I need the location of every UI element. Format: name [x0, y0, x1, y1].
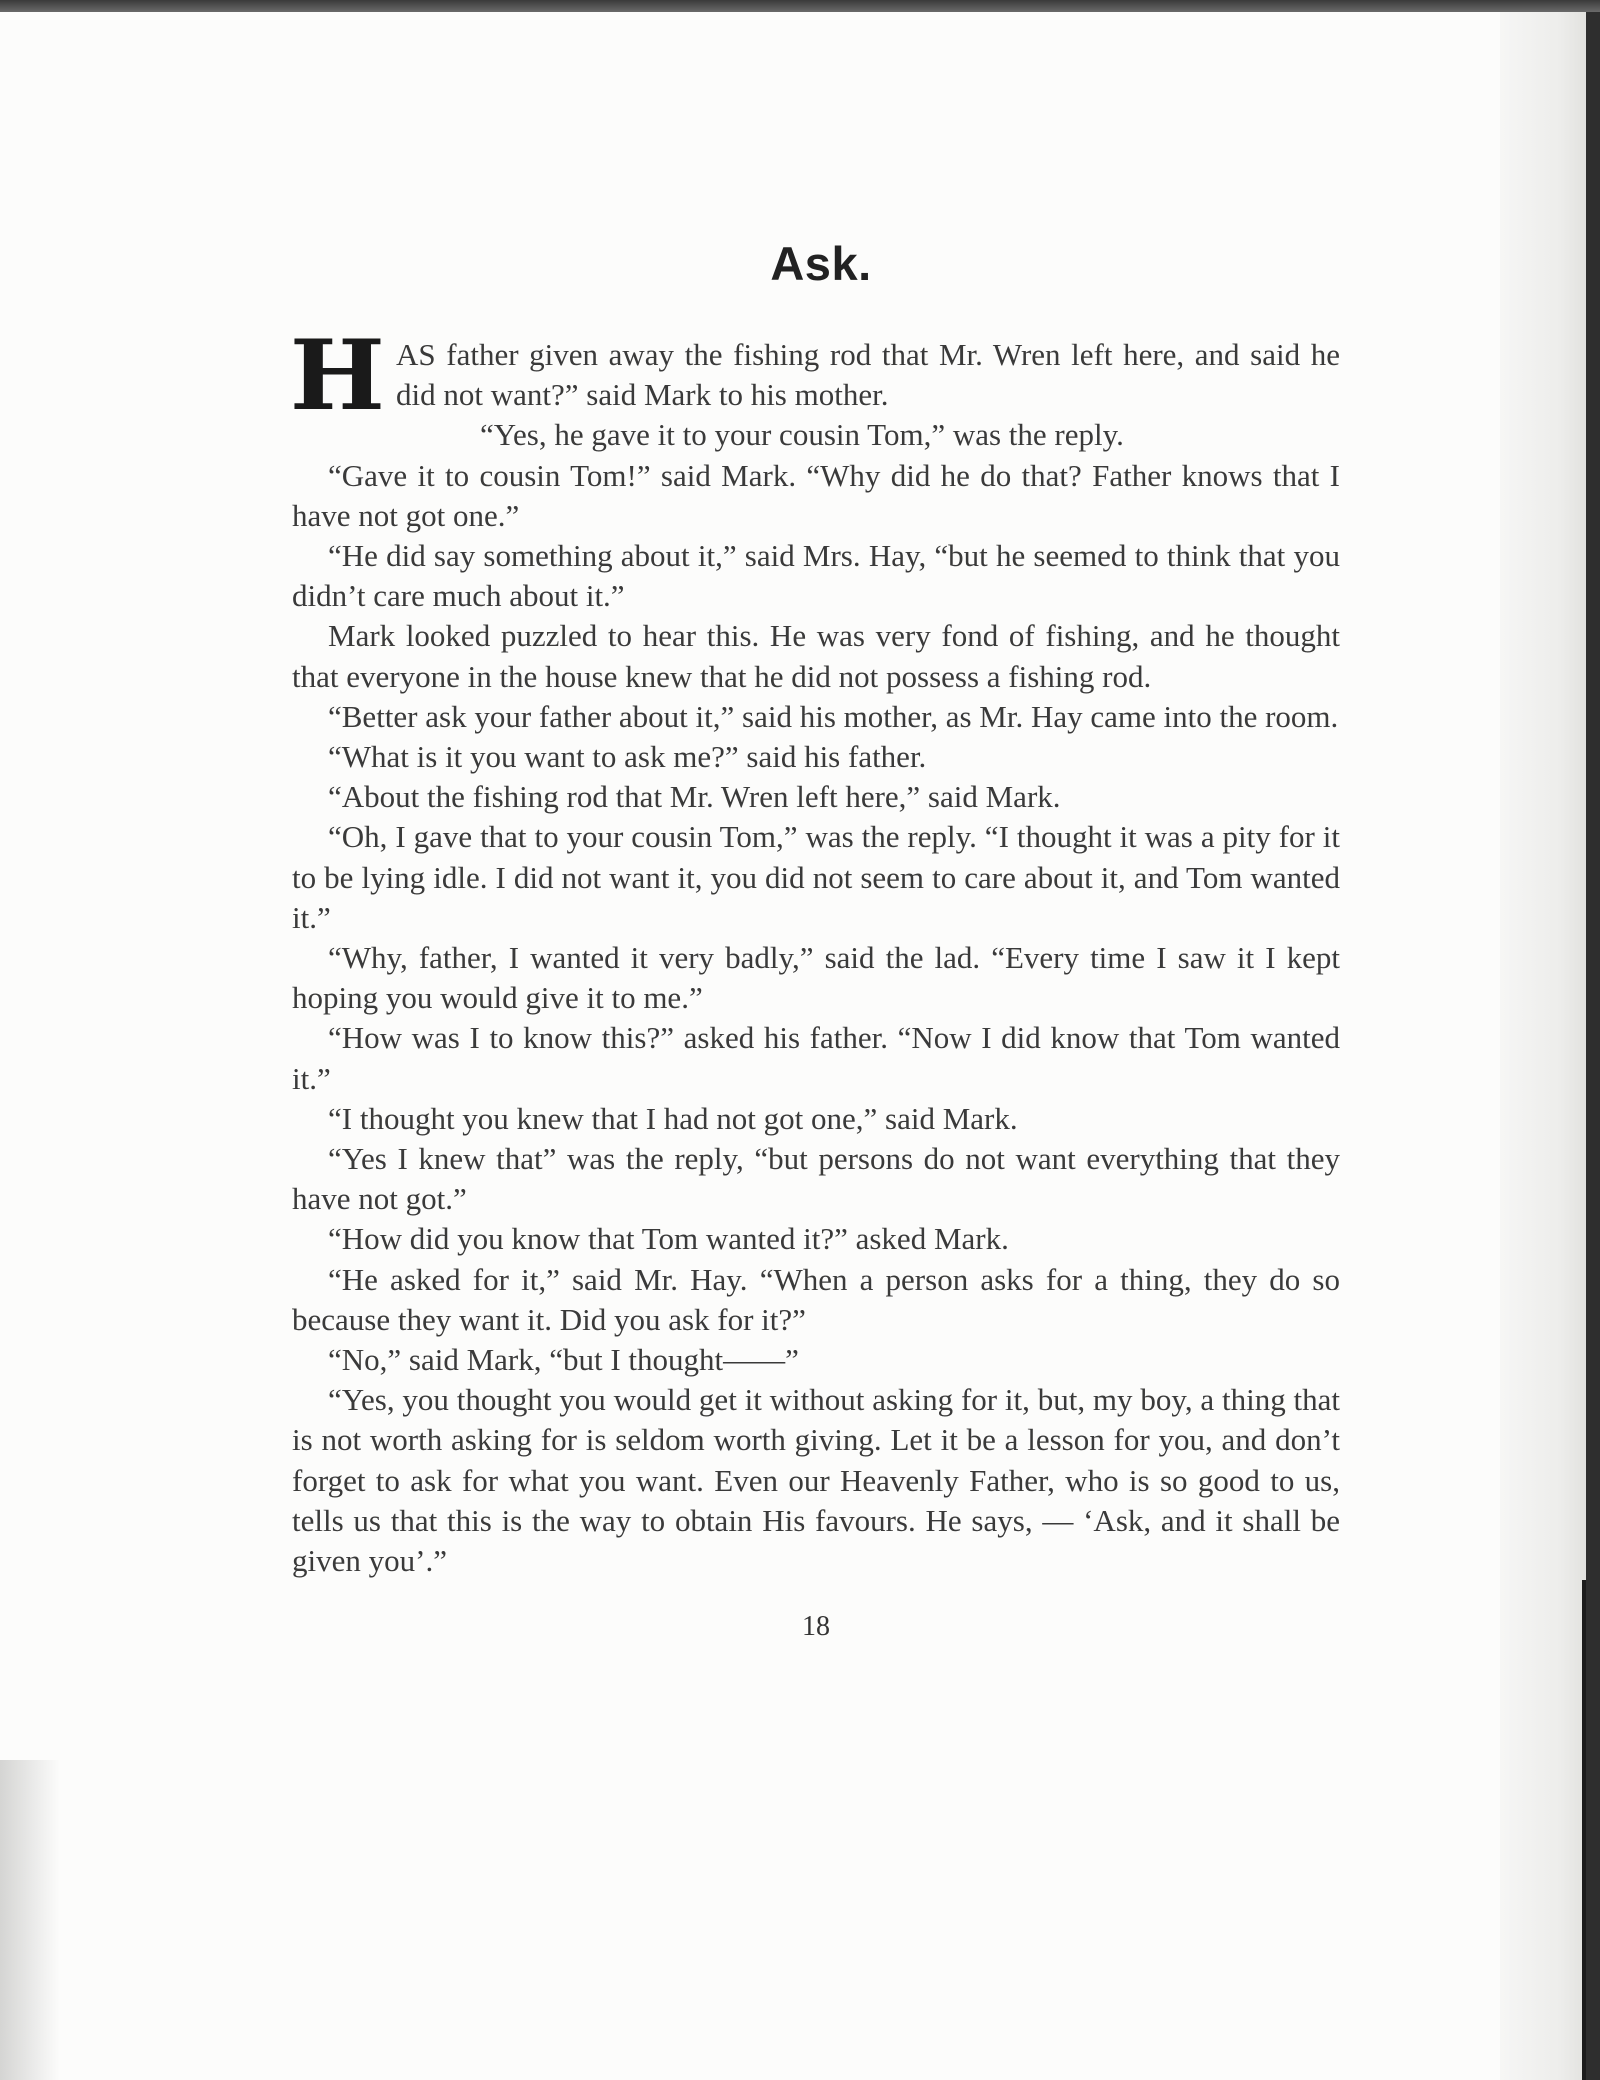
paragraph: Mark looked puzzled to hear this. He was very fond of fishing, and he thought that everyone in the house knew that he did not possess a fishing rod.	[292, 618, 1340, 694]
page-title: Ask.	[770, 237, 872, 290]
scan-top-edge	[0, 0, 1600, 12]
page-gutter	[1500, 12, 1586, 2080]
paragraph: “How did you know that Tom wanted it?” asked Mark.	[328, 1221, 1009, 1257]
page-content	[289, 236, 1340, 1643]
paragraph: “He asked for it,” said Mr. Hay. “When a person asks for a thing, they do so because they want it. Did you ask for it?”	[292, 1261, 1340, 1337]
paragraph: “No,” said Mark, “but I thought——”	[328, 1342, 799, 1378]
paragraph: “Better ask your father about it,” said his mother, as Mr. Hay came into the room.	[328, 698, 1339, 734]
scan-right-border	[1586, 12, 1600, 2080]
scan-edge-line	[1582, 1580, 1586, 2080]
paragraph: “Yes I knew that” was the reply, “but persons do not want everything that they have not got.”	[292, 1141, 1340, 1217]
opening-reply-text: “Yes, he gave it to your cousin Tom,” was the reply.	[480, 417, 1124, 453]
paragraph: “About the fishing rod that Mr. Wren left here,” said Mark.	[328, 779, 1061, 815]
opening-paragraph-text: AS father given away the fishing rod that Mr. Wren left here, and said he did not want?” said Mark to his mother.	[396, 337, 1340, 413]
paragraph: “Yes, you thought you would get it without asking for it, but, my boy, a thing that is not worth asking for is seldom worth giving. Let it be a lesson for you, and don’t forget to ask for what you want. Even our Heavenly Father, who is so good to us, tells us that this is the way to obtain His favours. He says, — ‘Ask, and it shall be given you’.”	[292, 1382, 1340, 1579]
drop-cap-letter: H	[289, 319, 385, 432]
paragraph: “How was I to know this?” asked his father. “Now I did know that Tom wanted it.”	[292, 1020, 1340, 1096]
opening-paragraph	[289, 319, 1340, 456]
paragraph: “Gave it to cousin Tom!” said Mark. “Why did he do that? Father knows that I have not got one.”	[292, 457, 1340, 533]
paragraph: “I thought you knew that I had not got one,” said Mark.	[328, 1100, 1018, 1136]
paragraph: “Oh, I gave that to your cousin Tom,” was the reply. “I thought it was a pity for it to be lying idle. I did not want it, you did not seem to care about it, and Tom wanted it.”	[292, 819, 1340, 935]
scan-left-smudge	[0, 1760, 60, 2080]
paragraph: “What is it you want to ask me?” said his father.	[328, 739, 927, 775]
page-number: 18	[802, 1611, 830, 1643]
story-body	[289, 319, 1340, 1581]
paragraph: “He did say something about it,” said Mrs. Hay, “but he seemed to think that you didn’t care much about it.”	[292, 538, 1340, 614]
paragraph: “Why, father, I wanted it very badly,” said the lad. “Every time I saw it I kept hoping you would give it to me.”	[292, 940, 1340, 1016]
